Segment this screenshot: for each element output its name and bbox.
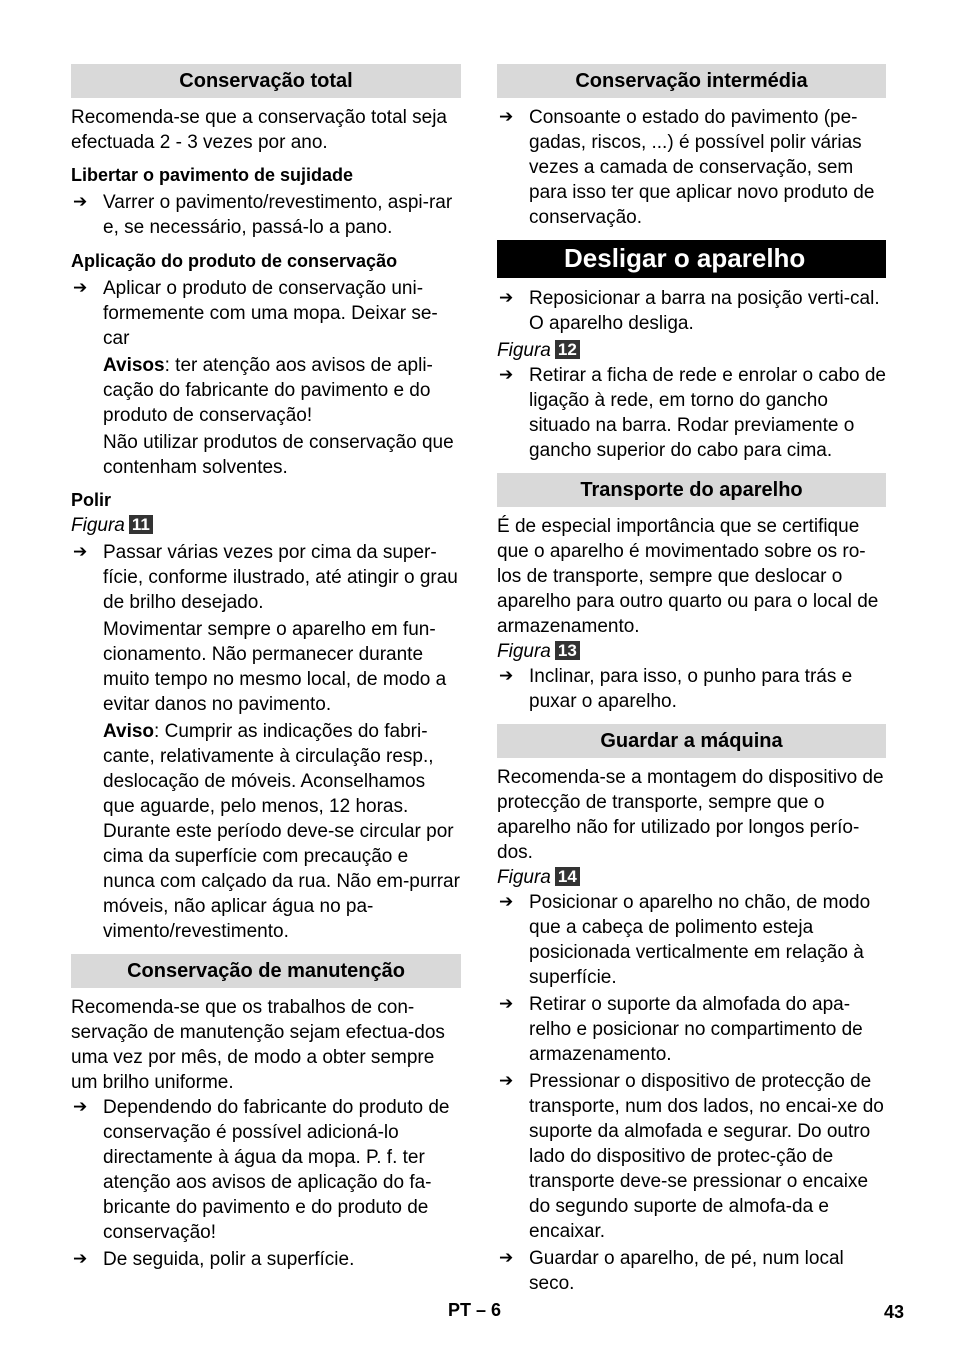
footer-page-number: 43 xyxy=(884,1302,905,1322)
figure-label: Figura xyxy=(497,867,551,888)
bullet-guardar-3: ➔ Pressionar o dispositivo de protecção de transporte, num dos lados, no encai-xe do suporte da almofada e segurar. Do outro lado do dispositivo de protec-ção de transporte deve-se pressionar o encaixe do segundo suporte de almofa-da e encaixar. xyxy=(497,1069,886,1244)
aviso-text: : Cumprir as indicações do fabri-cante, relativamente à circulação resp., deslocação de móveis. Aconselhamos que aguarde, pelo menos, 12 horas. Durante este período deve-se circular por cima da superfície com precaução e nunca com calçado da rua. Não em-purrar móveis, não aplicar água no pa-vimento/revestimento. xyxy=(103,721,460,942)
figure-label: Figura xyxy=(497,641,551,662)
paragraph-guardar-intro: Recomenda-se a montagem do dispositivo de protecção de transporte, sempre que o aparelho não for utilizado por longos perío-dos. xyxy=(497,767,884,863)
bullet-transporte-1: ➔ Inclinar, para isso, o punho para trás e puxar o aparelho. xyxy=(497,664,886,714)
bullet-guardar-1: ➔ Posicionar o aparelho no chão, de modo que a cabeça de polimento esteja posicionada verticalmente em relação à superfície. xyxy=(497,890,886,990)
paragraph-total-intro: Recomenda-se que a conservação total seja efectuada 2 - 3 vezes por ano. xyxy=(71,107,448,153)
heading-guardar-maquina: Guardar a máquina xyxy=(497,724,886,758)
figure-label: Figura xyxy=(71,515,125,536)
bullet-manutencao-2: ➔ De seguida, polir a superfície. xyxy=(71,1247,461,1272)
figure-label: Figura xyxy=(497,340,551,361)
figure-number-badge: 14 xyxy=(555,867,580,886)
figure-number-badge: 11 xyxy=(129,515,153,534)
figure-number-badge: 12 xyxy=(555,340,580,359)
heading-transporte: Transporte do aparelho xyxy=(497,473,886,507)
subheading-aplicacao: Aplicação do produto de conservação xyxy=(71,251,398,271)
bullet-desligar-2: ➔ Retirar a ficha de rede e enrolar o cabo de ligação à rede, em torno do gancho situado na barra. Rodar previamente o gancho superior do cabo para cima. xyxy=(497,363,886,463)
heading-conservacao-total: Conservação total xyxy=(71,64,461,98)
avisos-label: Avisos xyxy=(103,355,165,376)
paragraph-transporte-intro: É de especial importância que se certifique que o aparelho é movimentado sobre os ro-los de transporte, sempre que deslocar o aparelho para outro quarto ou para o local de armazenamento. xyxy=(497,516,879,637)
heading-desligar-aparelho: Desligar o aparelho xyxy=(497,240,886,278)
paragraph-manutencao-intro: Recomenda-se que os trabalhos de con-servação de manutenção sejam efectua-dos uma vez por mês, de modo a obter sempre um brilho uniforme. xyxy=(71,997,445,1093)
paragraph-polir-2: Movimentar sempre o aparelho em fun-cionamento. Não permanecer durante muito tempo no mesmo local, de modo a evitar danos no pavimento. xyxy=(103,619,447,715)
heading-conservacao-intermedia: Conservação intermédia xyxy=(497,64,886,98)
bullet-guardar-2: ➔ Retirar o suporte da almofada do apa-relho e posicionar no compartimento de armazenamento. xyxy=(497,992,886,1067)
bullet-libertar-1: ➔ Varrer o pavimento/revestimento, aspi-rar e, se necessário, passá-lo a pano. xyxy=(71,190,461,240)
subheading-libertar: Libertar o pavimento de sujidade xyxy=(71,165,354,185)
footer-language-page: PT – 6 xyxy=(448,1300,502,1320)
bullet-aplicacao-1: ➔ Aplicar o produto de conservação uni-formemente com uma mopa. Deixar se-car xyxy=(71,276,461,351)
paragraph-solventes: Não utilizar produtos de conservação que contenham solventes. xyxy=(103,432,454,478)
figure-ref-12 xyxy=(497,338,886,363)
figure-ref-11 xyxy=(71,513,461,538)
figure-ref-14 xyxy=(497,865,886,890)
subheading-polir: Polir xyxy=(71,490,112,510)
bullet-intermedia-1: ➔ Consoante o estado do pavimento (pe-gadas, riscos, ...) é possível polir várias vezes a camada de conservação, sem para isso ter que aplicar novo produto de conservação. xyxy=(497,105,886,230)
avisos-text: : ter atenção aos avisos de apli-cação do fabricante do pavimento e do produto de conservação! xyxy=(103,355,433,426)
bullet-manutencao-1: ➔ Dependendo do fabricante do produto de conservação é possível adicioná-lo directamente à água da mopa. P. f. ter atenção aos avisos de aplicação do fa-bricante do pavimento e do produto de conservação! xyxy=(71,1095,461,1245)
aviso-label: Aviso xyxy=(103,721,155,742)
figure-ref-13 xyxy=(497,639,886,664)
left-column xyxy=(71,64,461,1272)
heading-conservacao-manutencao: Conservação de manutenção xyxy=(71,954,461,988)
paragraph-avisos xyxy=(71,353,461,428)
figure-number-badge: 13 xyxy=(555,641,580,660)
bullet-desligar-1: ➔ Reposicionar a barra na posição verti-cal. O aparelho desliga. xyxy=(497,286,886,336)
right-column xyxy=(497,64,886,1296)
bullet-guardar-4: ➔ Guardar o aparelho, de pé, num local seco. xyxy=(497,1246,886,1296)
bullet-polir-1: ➔ Passar várias vezes por cima da super-fície, conforme ilustrado, até atingir o grau de brilho desejado. xyxy=(71,540,461,615)
paragraph-aviso xyxy=(71,719,461,944)
